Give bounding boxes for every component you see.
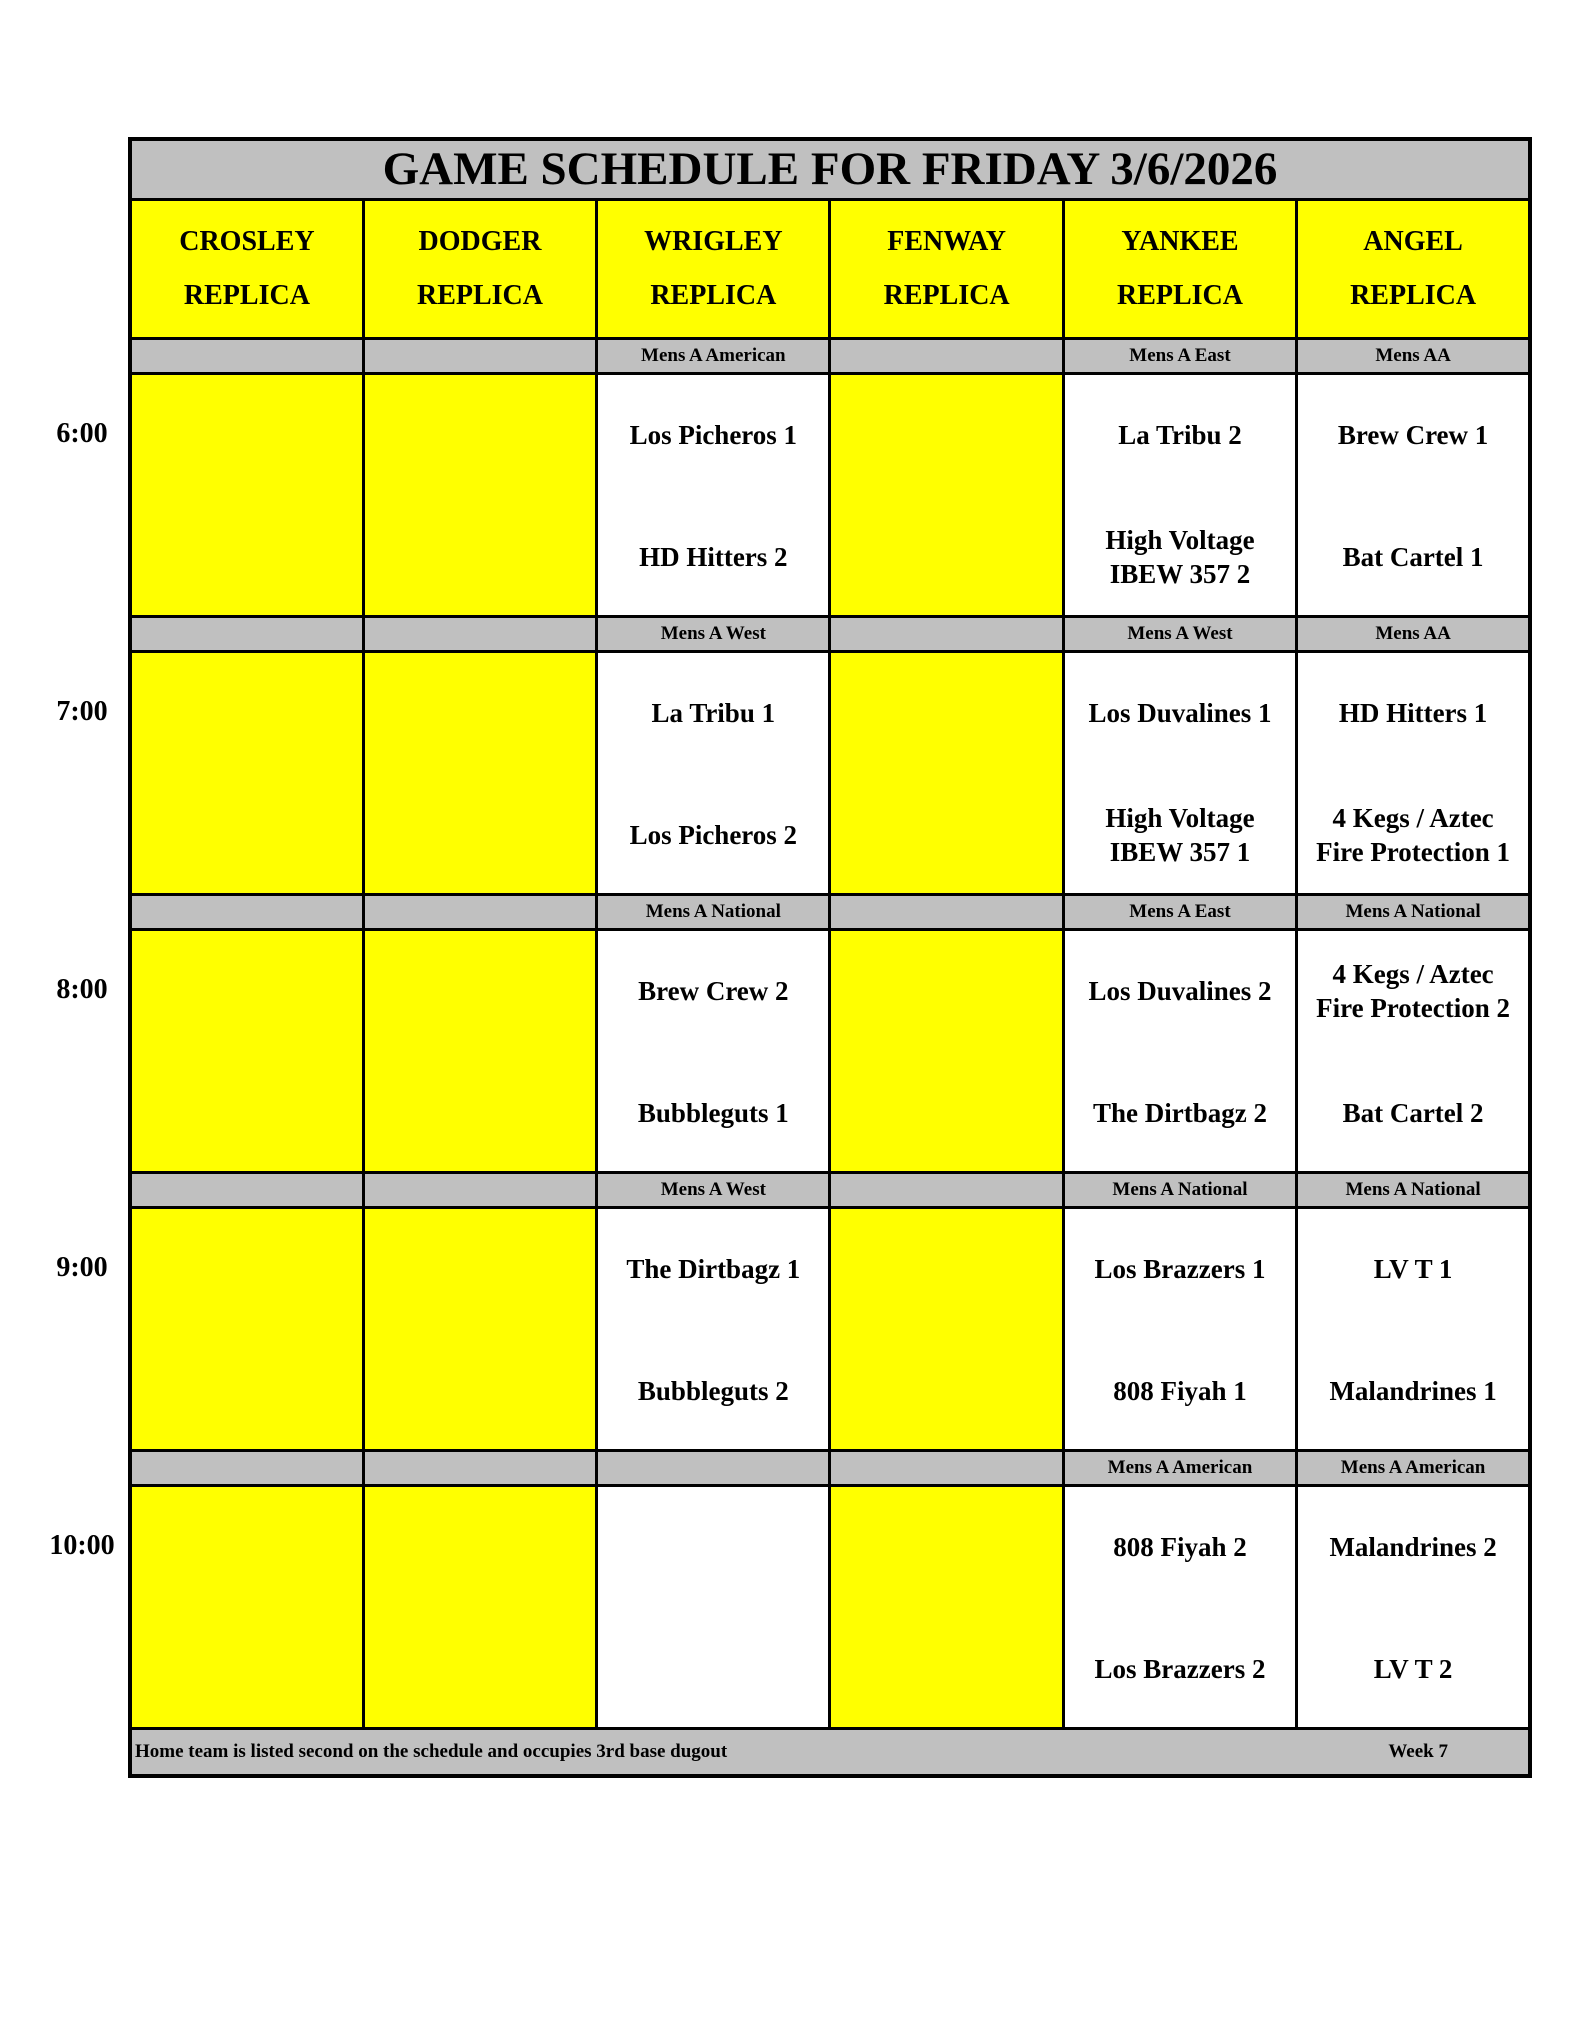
field-subtitle: REPLICA (1350, 280, 1477, 311)
home-team: Bat Cartel 2 (1342, 1098, 1484, 1128)
visiting-team: LV T 1 (1373, 1254, 1453, 1284)
division-label (830, 1451, 1063, 1486)
game-cell (1063, 1208, 1296, 1451)
game-cell (1063, 1486, 1296, 1729)
field-header-angel (1297, 200, 1530, 339)
game-cell (1063, 930, 1296, 1173)
division-label (130, 1173, 363, 1208)
time-label: 8:00 (56, 973, 108, 1005)
home-team: 4 Kegs / Aztec Fire Protection 1 (1316, 803, 1511, 867)
division-label: Mens A American (1297, 1451, 1530, 1486)
division-label (130, 617, 363, 652)
division-label: Mens A National (1297, 1173, 1530, 1208)
home-team: Bat Cartel 1 (1342, 542, 1484, 572)
unused-field-cell (130, 1486, 363, 1729)
game-cell (1297, 374, 1530, 617)
field-name: FENWAY (887, 226, 1007, 257)
division-label: Mens AA (1297, 339, 1530, 374)
unused-field-cell (363, 374, 596, 617)
game-cell (1297, 1208, 1530, 1451)
field-header-yankee (1063, 200, 1296, 339)
division-label (130, 895, 363, 930)
field-subtitle: REPLICA (183, 280, 310, 311)
field-subtitle: REPLICA (1116, 280, 1243, 311)
unused-field-cell (363, 652, 596, 895)
division-row (130, 1451, 1530, 1486)
game-cell (597, 652, 830, 895)
division-label: Mens AA (1297, 617, 1530, 652)
field-name: ANGEL (1363, 226, 1463, 257)
division-row (130, 617, 1530, 652)
field-header-dodger (363, 200, 596, 339)
home-team: 808 Fiyah 1 (1113, 1376, 1247, 1406)
visiting-team: La Tribu 1 (651, 698, 776, 728)
division-label (363, 1451, 596, 1486)
division-label (830, 617, 1063, 652)
division-label (130, 1451, 363, 1486)
time-label: 6:00 (56, 417, 108, 449)
page-title: GAME SCHEDULE FOR FRIDAY 3/6/2026 (130, 139, 1530, 200)
unused-field-cell (830, 1208, 1063, 1451)
division-label (363, 895, 596, 930)
home-team: High Voltage IBEW 357 2 (1105, 525, 1255, 589)
visiting-team: Los Picheros 1 (629, 420, 798, 450)
game-cell (1063, 652, 1296, 895)
home-team: LV T 2 (1373, 1654, 1453, 1684)
visiting-team: Brew Crew 1 (1337, 420, 1489, 450)
unused-field-cell (363, 930, 596, 1173)
visiting-team: Malandrines 2 (1329, 1532, 1497, 1562)
visiting-team: HD Hitters 1 (1338, 698, 1488, 728)
home-team: The Dirtbagz 2 (1092, 1098, 1267, 1128)
division-row (130, 895, 1530, 930)
game-cell (597, 1208, 830, 1451)
game-cell (597, 930, 830, 1173)
field-header-row (130, 200, 1530, 339)
division-label: Mens A West (1063, 617, 1296, 652)
home-team: Los Picheros 2 (629, 820, 798, 850)
game-row (130, 652, 1530, 895)
unused-field-cell (130, 1208, 363, 1451)
game-cell (597, 1486, 830, 1729)
unused-field-cell (363, 1208, 596, 1451)
unused-field-cell (830, 374, 1063, 617)
game-cell (1063, 374, 1296, 617)
visiting-team: Los Duvalines 2 (1088, 976, 1272, 1006)
visiting-team: La Tribu 2 (1118, 420, 1242, 450)
division-label (830, 1173, 1063, 1208)
game-row (130, 1208, 1530, 1451)
game-cell (1297, 930, 1530, 1173)
home-team: High Voltage IBEW 357 1 (1105, 803, 1255, 867)
division-label (363, 339, 596, 374)
visiting-team: Los Duvalines 1 (1088, 698, 1272, 728)
field-header-wrigley (597, 200, 830, 339)
visiting-team: 808 Fiyah 2 (1113, 1532, 1247, 1562)
division-label: Mens A East (1063, 895, 1296, 930)
time-label: 9:00 (56, 1251, 108, 1283)
field-header-fenway (830, 200, 1063, 339)
division-label: Mens A National (597, 895, 830, 930)
field-subtitle: REPLICA (883, 280, 1010, 311)
game-cell (1297, 652, 1530, 895)
division-label: Mens A West (597, 617, 830, 652)
home-team: Bubbleguts 2 (637, 1376, 789, 1406)
division-label: Mens A American (1063, 1451, 1296, 1486)
field-header-crosley (130, 200, 363, 339)
division-label (130, 339, 363, 374)
game-row (130, 374, 1530, 617)
division-label: Mens A National (1297, 895, 1530, 930)
division-label: Mens A American (597, 339, 830, 374)
time-label: 10:00 (49, 1529, 115, 1561)
unused-field-cell (830, 930, 1063, 1173)
field-name: DODGER (418, 226, 542, 257)
week-label: Week 7 (1388, 1741, 1448, 1762)
division-label (830, 339, 1063, 374)
footer (130, 1729, 1530, 1777)
division-row (130, 1173, 1530, 1208)
time-label: 7:00 (56, 695, 108, 727)
game-row (130, 930, 1530, 1173)
unused-field-cell (130, 930, 363, 1173)
division-label (597, 1451, 830, 1486)
game-cell (1297, 1486, 1530, 1729)
visiting-team: 4 Kegs / Aztec Fire Protection 2 (1316, 959, 1511, 1023)
field-name: WRIGLEY (644, 226, 783, 257)
field-subtitle: REPLICA (650, 280, 777, 311)
visiting-team: The Dirtbagz 1 (626, 1254, 801, 1284)
unused-field-cell (363, 1486, 596, 1729)
home-team: Los Brazzers 2 (1094, 1654, 1266, 1684)
division-label: Mens A West (597, 1173, 830, 1208)
visiting-team: Brew Crew 2 (638, 976, 789, 1006)
unused-field-cell (130, 374, 363, 617)
division-label (830, 895, 1063, 930)
unused-field-cell (830, 1486, 1063, 1729)
division-label (363, 1173, 596, 1208)
footer-note: Home team is listed second on the schedule and occupies 3rd base dugout (135, 1741, 728, 1762)
visiting-team: Los Brazzers 1 (1094, 1254, 1266, 1284)
field-subtitle: REPLICA (416, 280, 543, 311)
schedule-table (128, 137, 1532, 1778)
unused-field-cell (130, 652, 363, 895)
division-label: Mens A National (1063, 1173, 1296, 1208)
game-cell (597, 374, 830, 617)
home-team: Bubbleguts 1 (637, 1098, 789, 1128)
home-team: Malandrines 1 (1329, 1376, 1497, 1406)
field-name: CROSLEY (179, 226, 315, 257)
footer-row (130, 1729, 1530, 1777)
home-team: HD Hitters 2 (639, 542, 788, 572)
division-label: Mens A East (1063, 339, 1296, 374)
field-name: YANKEE (1121, 226, 1239, 257)
game-row (130, 1486, 1530, 1729)
unused-field-cell (830, 652, 1063, 895)
division-label (363, 617, 596, 652)
division-row (130, 339, 1530, 374)
